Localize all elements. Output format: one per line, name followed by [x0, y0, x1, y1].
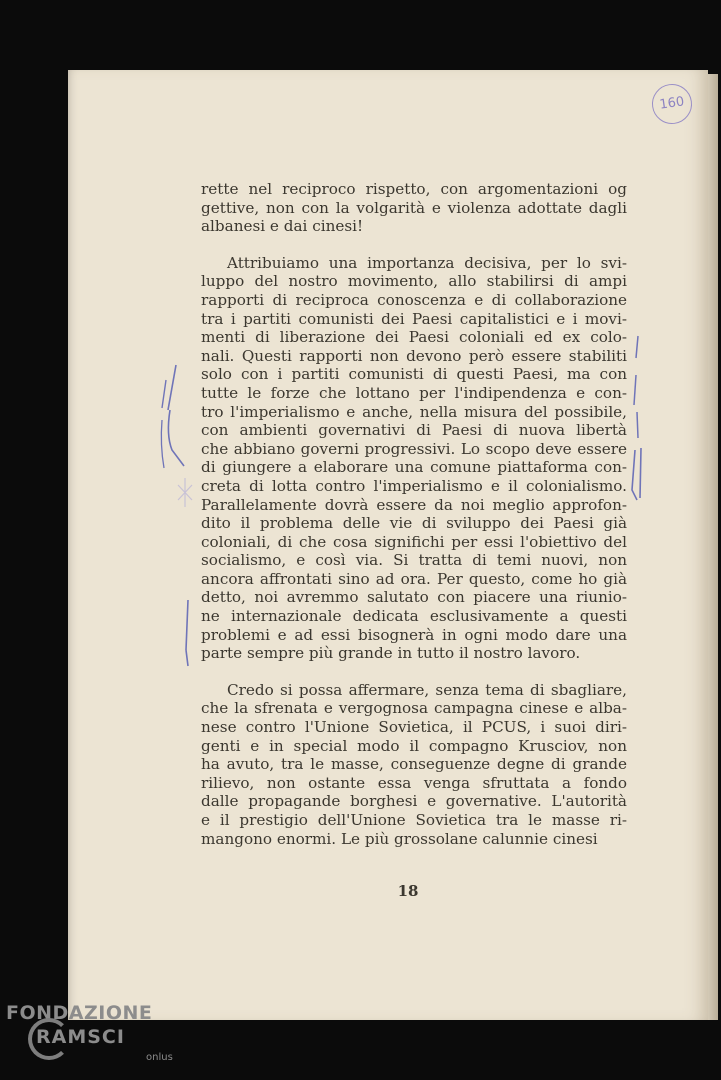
text-line: ancora affrontati sino ad ora. Per questo, come ho già: [201, 569, 627, 588]
archive-number: 160: [649, 81, 694, 126]
body-text: [201, 180, 627, 848]
watermark-line1: FONDAZIONE: [6, 1002, 153, 1024]
text-line: ha avuto, tra le masse, conseguenze degne di grande: [201, 755, 627, 774]
text-line: che abbiano governi progressivi. Lo scopo deve essere: [201, 439, 627, 458]
paragraph: [201, 254, 627, 663]
text-line: ne internazionale dedicata esclusivamente a questi: [201, 607, 627, 626]
text-line: dito il problema delle vie di sviluppo dei Paesi già: [201, 514, 627, 533]
text-line: coloniali, di che cosa significhi per essi l'obiettivo del: [201, 532, 627, 551]
watermark-small: onlus: [146, 1052, 173, 1063]
text-line: creta di lotta contro l'imperialismo e il colonialismo.: [201, 476, 627, 495]
text-line: Attribuiamo una importanza decisiva, per lo svi-: [227, 253, 627, 272]
text-line: genti e in special modo il compagno Krusciov, non: [201, 736, 627, 755]
text-line: nese contro l'Unione Sovietica, il PCUS, i suoi diri-: [201, 718, 627, 737]
document-page: [68, 70, 708, 1020]
margin-marks-left: [148, 350, 208, 690]
text-line: rapporti di reciproca conoscenza e di collaborazione: [201, 290, 627, 309]
text-line: detto, noi avremmo salutato con piacere una riunio-: [201, 588, 627, 607]
text-line: nali. Questi rapporti non devono però essere stabiliti: [201, 346, 627, 365]
text-line: socialismo, e così via. Si tratta di temi nuovi, non: [201, 551, 627, 570]
paragraph: [201, 681, 627, 848]
page-number: 18: [397, 882, 419, 900]
text-line: tutte le forze che lottano per l'indipendenza e con-: [201, 383, 627, 402]
watermark-line2: RAMSCI: [36, 1026, 125, 1048]
text-line: Parallelamente dovrà essere da noi meglio approfon-: [201, 495, 627, 514]
text-line: rilievo, non ostante essa venga sfruttata a fondo: [201, 773, 627, 792]
text-line: dalle propagande borghesi e governative. L'autorità: [201, 792, 627, 811]
text-line: luppo del nostro movimento, allo stabilirsi di ampi: [201, 272, 627, 291]
text-line: mangono enormi. Le più grossolane calunnie cinesi: [201, 829, 598, 848]
text-line: albanesi e dai cinesi!: [201, 217, 364, 236]
text-line: menti di liberazione dei Paesi coloniali ed ex colo-: [201, 328, 627, 347]
text-line: con ambienti governativi di Paesi di nuova libertà: [201, 421, 627, 440]
text-line: problemi e ad essi bisognerà in ogni modo dare una: [201, 625, 627, 644]
text-line: gettive, non con la volgarità e violenza adottate dagli: [201, 198, 627, 217]
text-line: Credo si possa affermare, senza tema di sbagliare,: [227, 680, 627, 699]
text-line: parte sempre più grande in tutto il nostro lavoro.: [201, 644, 581, 663]
text-line: solo con i partiti comunisti di questi Paesi, ma con: [201, 365, 627, 384]
text-line: di giungere a elaborare una comune piattaforma con-: [201, 458, 627, 477]
paragraph: [201, 180, 627, 236]
fondazione-gramsci-watermark: [6, 1000, 206, 1080]
text-line: che la sfrenata e vergognosa campagna cinese e alba-: [201, 699, 627, 718]
text-line: tra i partiti comunisti dei Paesi capitalistici e i movi-: [201, 309, 627, 328]
text-line: e il prestigio dell'Unione Sovietica tra le masse ri-: [201, 811, 627, 829]
text-line: tro l'imperialismo e anche, nella misura del possibile,: [201, 402, 627, 421]
text-line: rette nel reciproco rispetto, con argomentazioni og: [201, 180, 627, 198]
margin-marks-right: [628, 330, 658, 510]
